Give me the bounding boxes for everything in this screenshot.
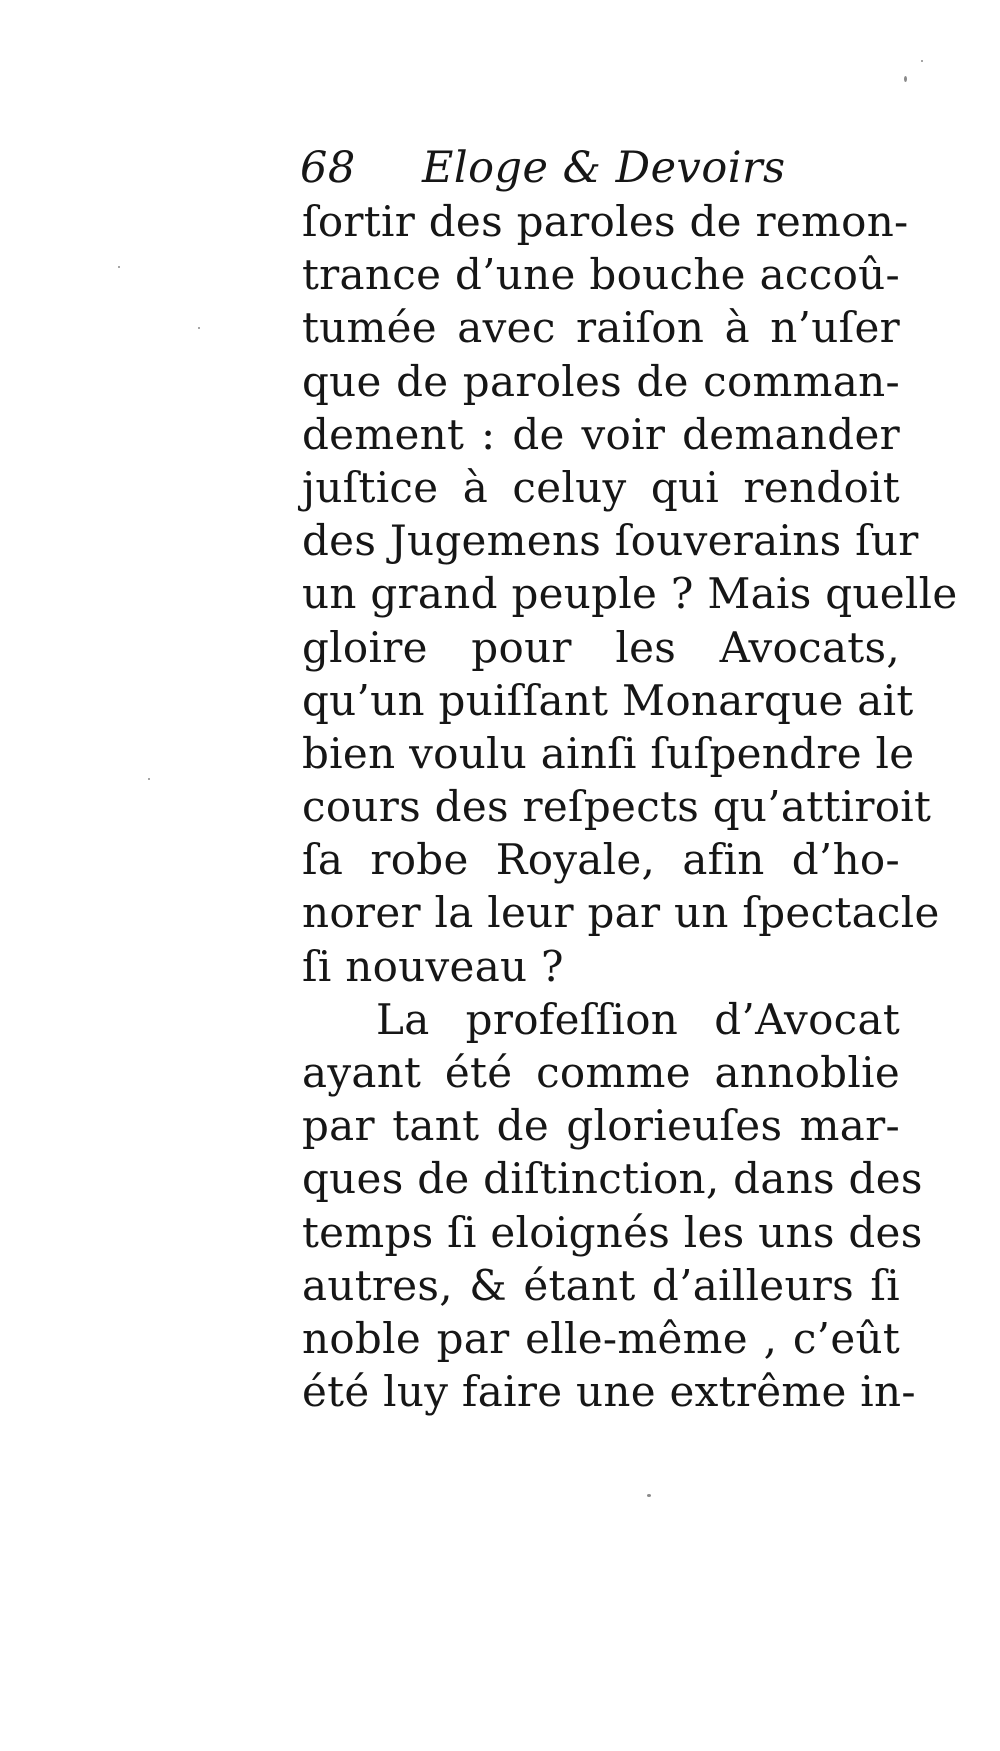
- running-title: Eloge & Devoirs: [422, 143, 786, 193]
- text-line: La profeſſion d’Avocat: [376, 994, 900, 1044]
- text-line: bien voulu ainſi ſuſpendre le: [302, 728, 915, 778]
- paper-speck: [148, 778, 150, 780]
- text-line: un grand peuple ? Mais quelle: [302, 569, 958, 619]
- text-line: gloire pour les Avocats,: [302, 622, 900, 672]
- text-line: été luy faire une extrême in-: [302, 1367, 916, 1417]
- body-text: [302, 195, 958, 1418]
- text-line: cours des reſpects qu’attiroit: [302, 782, 932, 832]
- paper-speck: [921, 60, 923, 62]
- text-line: autres, & étant d’ailleurs ſi: [302, 1260, 900, 1310]
- page-header: [300, 138, 900, 198]
- text-line: ques de diſtinction, dans des: [302, 1154, 923, 1204]
- text-line: ſa robe Royale, afin d’ho-: [302, 835, 900, 885]
- text-line: ſortir des paroles de remon-: [302, 197, 909, 246]
- paper-speck: [904, 76, 907, 82]
- text-line: tumée avec raiſon à n’uſer: [302, 303, 900, 353]
- text-line: qu’un puiſſant Monarque ait: [302, 675, 914, 725]
- text-line: noble par elle-même , c’eût: [302, 1313, 900, 1363]
- text-line: norer la leur par un ſpectacle: [302, 888, 940, 938]
- text-line: que de paroles de comman-: [302, 356, 900, 406]
- text-line: ayant été comme annoblie: [302, 1048, 900, 1097]
- paper-speck: [198, 327, 200, 329]
- text-line: juſtice à celuy qui rendoit: [302, 462, 900, 512]
- text-line: des Jugemens ſouverains ſur: [302, 516, 919, 566]
- paper-speck: [118, 266, 120, 268]
- text-line: par tant de glorieuſes mar-: [302, 1101, 900, 1151]
- text-line: temps ſi eloignés les uns des: [302, 1207, 923, 1257]
- text-line: dement : de voir demander: [302, 409, 900, 459]
- page-number: 68: [300, 143, 356, 193]
- text-line: trance d’une bouche accoû-: [302, 250, 900, 300]
- paper-speck: [647, 1494, 651, 1497]
- text-line: ſi nouveau ?: [302, 941, 564, 991]
